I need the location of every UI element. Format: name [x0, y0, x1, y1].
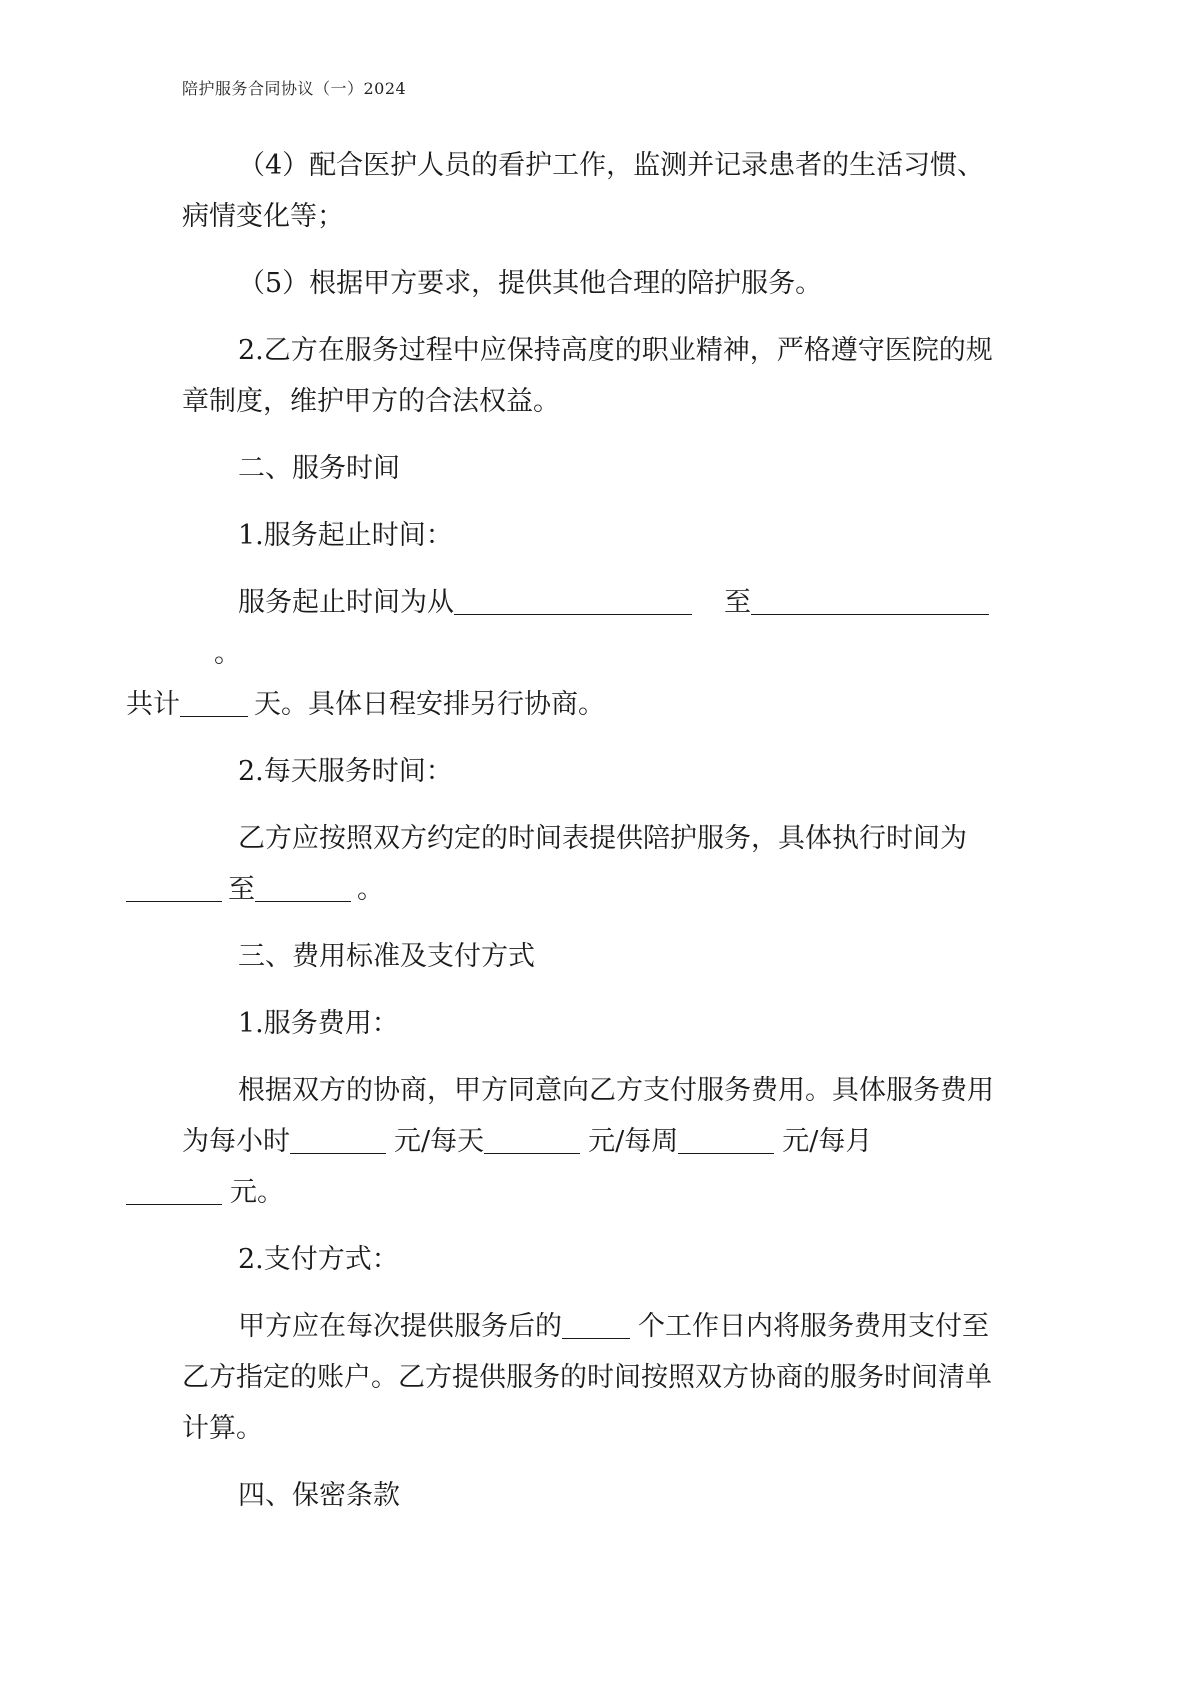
- end-date-blank[interactable]: [751, 584, 989, 615]
- document-body: [126, 140, 1002, 1537]
- service-period-text: 服务起止时间为从: [238, 587, 454, 618]
- daily-fee-blank[interactable]: [484, 1123, 580, 1154]
- payment-text-a: 甲方应在每次提供服务后的: [238, 1311, 562, 1342]
- service-fee-text: 根据双方的协商，甲方同意向乙方支付服务费用。具体服务费用为每小时: [182, 1075, 994, 1157]
- section-heading-fees: 三、费用标准及支付方式: [238, 941, 535, 972]
- weekly-fee-blank[interactable]: [678, 1123, 774, 1154]
- hourly-fee-blank[interactable]: [290, 1123, 386, 1154]
- total-days-label: 共计: [126, 689, 180, 720]
- daily-schedule-text: 乙方应按照双方约定的时间表提供陪护服务，具体执行时间为: [238, 823, 967, 854]
- service-period-to: 至: [724, 587, 751, 618]
- page-header: 陪护服务合同协议（一）2024: [182, 79, 407, 98]
- workdays-blank[interactable]: [562, 1308, 630, 1339]
- paragraph-payment: [182, 1301, 1002, 1454]
- per-week-label: 元/每周: [588, 1126, 679, 1157]
- daily-to: 至: [228, 874, 255, 905]
- per-month-label: 元/每月: [782, 1126, 873, 1157]
- paragraph-duty-4: （4）配合医护人员的看护工作，监测并记录患者的生活习惯、病情变化等；: [182, 150, 985, 232]
- start-date-blank[interactable]: [454, 584, 692, 615]
- service-period-end: 。: [214, 638, 241, 669]
- paragraph-professionalism: 2.乙方在服务过程中应保持高度的职业精神，严格遵守医院的规章制度，维护甲方的合法权益。: [182, 335, 993, 417]
- monthly-fee-blank[interactable]: [126, 1174, 222, 1205]
- total-days-text: 天。具体日程安排另行协商。: [254, 689, 605, 720]
- subheading-start-end-time: 1.服务起止时间：: [238, 520, 453, 551]
- subheading-daily-time: 2.每天服务时间：: [238, 756, 453, 787]
- daily-end: 。: [357, 874, 384, 905]
- section-heading-confidentiality: 四、保密条款: [238, 1480, 400, 1511]
- subheading-payment-method: 2.支付方式：: [238, 1244, 399, 1275]
- paragraph-service-fee: [182, 1065, 1002, 1218]
- per-day-label: 元/每天: [394, 1126, 485, 1157]
- payment-text-b: 个工作日内将服务费用支付至乙方指定的账户。乙方提供服务的时间按照双方协商的服务时间清单计算。: [182, 1311, 992, 1444]
- subheading-service-fee: 1.服务费用：: [238, 1008, 399, 1039]
- total-days-blank[interactable]: [180, 686, 248, 717]
- paragraph-duty-5: （5）根据甲方要求，提供其他合理的陪护服务。: [238, 268, 823, 299]
- section-heading-service-time: 二、服务时间: [238, 453, 400, 484]
- yuan-end: 元。: [230, 1177, 284, 1208]
- paragraph-daily-schedule: [182, 813, 1002, 915]
- daily-end-blank[interactable]: [255, 871, 351, 902]
- paragraph-service-period: [126, 577, 1002, 730]
- daily-start-blank[interactable]: [126, 871, 222, 902]
